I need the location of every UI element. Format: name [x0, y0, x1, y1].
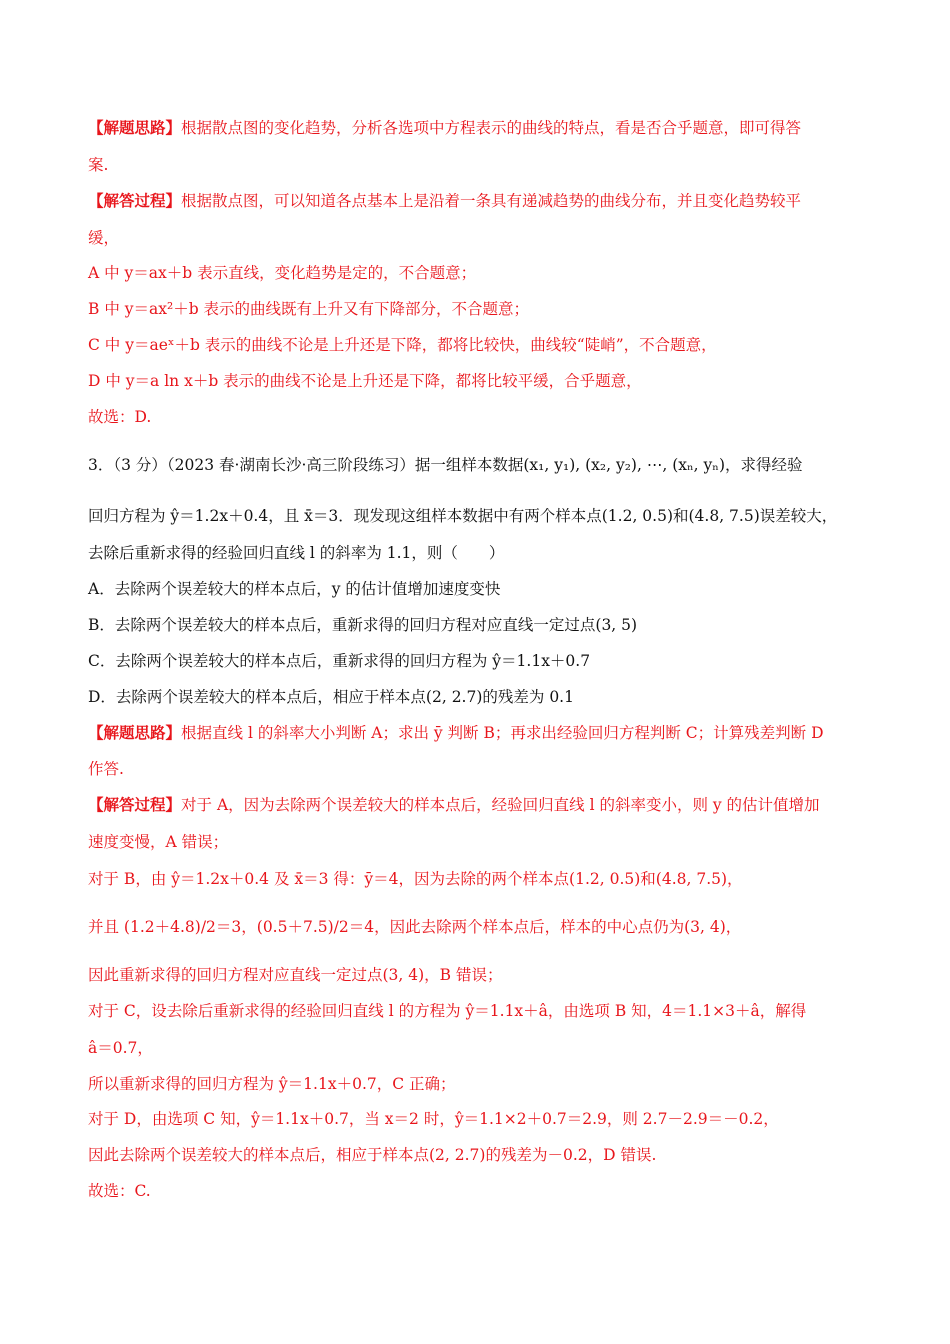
- option-analysis-a: A 中 y＝ax＋b 表示直线，变化趋势是定的，不合题意；: [88, 264, 477, 282]
- q3-analysis-d-line-2: 因此去除两个误差较大的样本点后，相应于样本点(2, 2.7)的残差为－0.2，D 错误.: [88, 1146, 657, 1164]
- q3-analysis-b-line-3: 因此重新求得的回归方程对应直线一定过点(3, 4)，B 错误；: [88, 966, 503, 984]
- solution-idea-line-2: 案.: [88, 156, 109, 174]
- q3-answer-line: 故选：C.: [88, 1182, 151, 1200]
- question-3-stem-line-1: 3．（3 分）（2023 春·湖南长沙·高三阶段练习）据一组样本数据(x₁, y₁), (x₂, y₂), ⋯, (xₙ, yₙ)，求得经验: [88, 456, 803, 474]
- option-analysis-d: D 中 y＝a ln x＋b 表示的曲线不论是上升还是下降，都将比较平缓，合乎题意，: [88, 372, 642, 390]
- q3-analysis-b-line-1: 对于 B，由 ŷ＝1.2x＋0.4 及 x̄＝3 得：ȳ＝4，因为去除的两个样本点(1.2, 0.5)和(4.8, 7.5)，: [88, 870, 743, 888]
- q3-analysis-d-line-1: 对于 D，由选项 C 知，ŷ＝1.1x＋0.7，当 x＝2 时，ŷ＝1.1×2＋0.7＝2.9，则 2.7－2.9＝－0.2，: [88, 1110, 779, 1128]
- choice-d: D．去除两个误差较大的样本点后，相应于样本点(2, 2.7)的残差为 0.1: [88, 688, 574, 706]
- solution-idea-line-1: 【解题思路】根据散点图的变化趋势，分析各选项中方程表示的曲线的特点，看是否合乎题意，即可得答: [88, 118, 802, 137]
- solution-process-line-2: 缓，: [88, 229, 120, 247]
- section-heading: 【解答过程】: [88, 191, 182, 210]
- q3-solution-process-line-2: 速度变慢，A 错误；: [88, 833, 229, 851]
- choice-c: C．去除两个误差较大的样本点后，重新求得的回归方程为 ŷ＝1.1x＋0.7: [88, 652, 591, 670]
- section-heading: 【解题思路】: [88, 118, 182, 137]
- section-heading: 【解题思路】: [88, 723, 182, 742]
- answer-line: 故选：D.: [88, 408, 152, 426]
- q3-analysis-b-line-2: 并且 (1.2＋4.8)/2＝3，(0.5＋7.5)/2＝4，因此去除两个样本点后，样本的中心点仍为(3, 4)，: [88, 918, 742, 936]
- option-analysis-b: B 中 y＝ax²＋b 表示的曲线既有上升又有下降部分，不合题意；: [88, 300, 530, 318]
- solution-process-line-1: 【解答过程】根据散点图，可以知道各点基本上是沿着一条具有递减趋势的曲线分布，并且变化趋势较平: [88, 191, 802, 210]
- q3-analysis-c-line-1: 对于 C，设去除后重新求得的经验回归直线 l 的方程为 ŷ＝1.1x＋â，由选项 B 知，4＝1.1×3＋â，解得: [88, 1002, 807, 1020]
- q3-analysis-c-line-2: â＝0.7，: [88, 1039, 153, 1057]
- q3-solution-process-line-1: 【解答过程】对于 A，因为去除两个误差较大的样本点后，经验回归直线 l 的斜率变小，则 y 的估计值增加: [88, 795, 820, 814]
- q3-analysis-c-line-3: 所以重新求得的回归方程为 ŷ＝1.1x＋0.7，C 正确；: [88, 1075, 456, 1093]
- q3-solution-idea-line-1: 【解题思路】根据直线 l 的斜率大小判断 A；求出 ȳ 判断 B；再求出经验回归方程判断 C；计算残差判断 D: [88, 723, 824, 742]
- q3-solution-idea-line-2: 作答.: [88, 760, 124, 778]
- choice-b: B．去除两个误差较大的样本点后，重新求得的回归方程对应直线一定过点(3, 5): [88, 616, 638, 634]
- question-3-stem-line-2: 回归方程为 ŷ＝1.2x＋0.4，且 x̄＝3．现发现这组样本数据中有两个样本点(1.2, 0.5)和(4.8, 7.5)误差较大，: [88, 507, 838, 525]
- question-3-stem-line-3: 去除后重新求得的经验回归直线 l 的斜率为 1.1，则（ ）: [88, 544, 505, 562]
- section-heading: 【解答过程】: [88, 795, 182, 814]
- option-analysis-c: C 中 y＝aeˣ＋b 表示的曲线不论是上升还是下降，都将比较快，曲线较“陡峭”，不合题意，: [88, 336, 717, 354]
- choice-a: A．去除两个误差较大的样本点后，y 的估计值增加速度变快: [88, 580, 501, 598]
